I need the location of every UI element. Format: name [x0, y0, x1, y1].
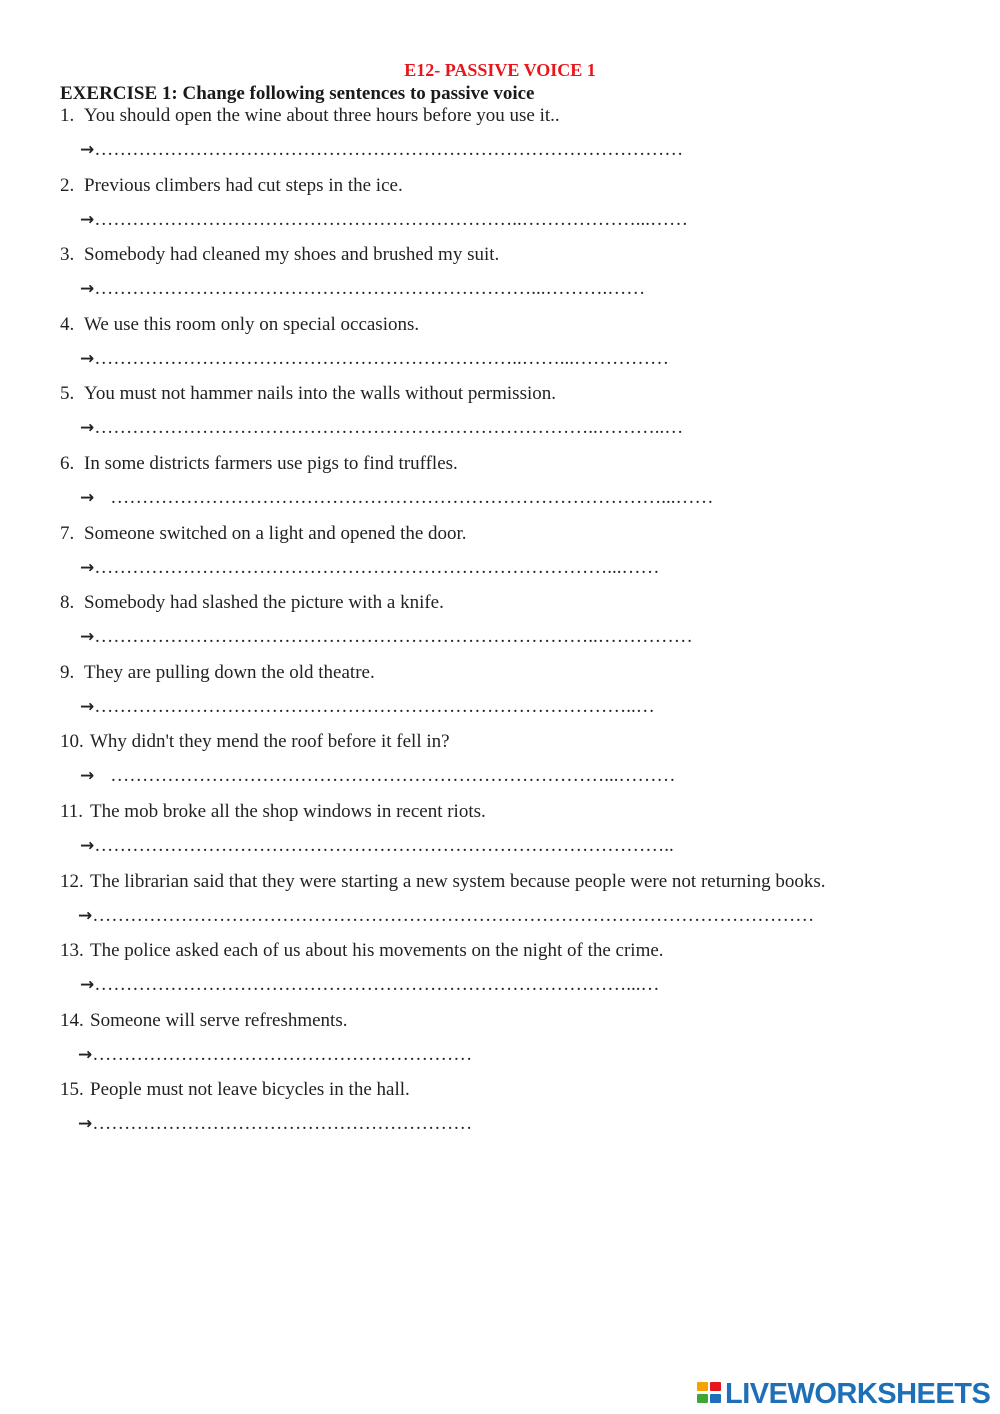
question-sentence [60, 730, 450, 754]
question-sentence [60, 243, 499, 267]
question-number: 8. [60, 592, 75, 614]
answer-blank[interactable]: …………………………………………………………………………...… [94, 974, 660, 996]
question-item [60, 104, 960, 174]
answer-blank[interactable]: …………………………………………………… [92, 1113, 473, 1135]
question-sentence [60, 1009, 347, 1033]
answer-blank[interactable]: …………………………………………………………..……...…………… [94, 347, 669, 369]
question-text: Someone will serve refreshments. [90, 1009, 348, 1031]
question-number: 6. [60, 452, 75, 474]
question-sentence [60, 104, 560, 128]
answer-line[interactable] [80, 277, 645, 301]
question-item [60, 800, 960, 870]
question-sentence [60, 1078, 410, 1102]
answer-line[interactable] [80, 973, 660, 997]
question-sentence [60, 591, 444, 615]
answer-blank[interactable]: ………………………………………………………………………………… [94, 139, 684, 160]
question-number: 10. [60, 731, 84, 753]
question-item [60, 1078, 960, 1148]
arrow-right-icon: → [80, 766, 95, 787]
question-sentence [60, 382, 556, 406]
question-text: People must not leave bicycles in the hall. [90, 1079, 410, 1101]
answer-line[interactable] [80, 556, 660, 580]
question-text: In some districts farmers use pigs to find truffles. [84, 452, 458, 474]
question-item [60, 313, 960, 383]
question-item [60, 591, 960, 661]
question-item [60, 382, 960, 452]
question-list [60, 104, 960, 1148]
liveworksheets-logo [697, 1374, 990, 1414]
question-text: They are pulling down the old theatre. [84, 661, 375, 683]
arrow-right-icon: → [80, 835, 95, 856]
arrow-right-icon: → [80, 348, 95, 369]
question-text: Somebody had cleaned my shoes and brushed my suit. [84, 244, 500, 266]
arrow-right-icon: → [80, 975, 95, 996]
answer-line[interactable] [80, 347, 669, 371]
question-text: You must not hammer nails into the walls without permission. [84, 383, 557, 405]
answer-blank[interactable]: ……………………………………………………………………………….. [94, 834, 674, 856]
answer-blank[interactable]: …………………………………………………………………………..… [94, 695, 655, 717]
answer-line[interactable] [80, 486, 714, 510]
worksheet-title: E12- PASSIVE VOICE 1 [404, 60, 596, 80]
answer-line[interactable] [80, 625, 693, 649]
question-item [60, 174, 960, 244]
arrow-right-icon: → [80, 140, 95, 160]
question-number: 13. [60, 940, 84, 962]
question-number: 1. [60, 105, 75, 126]
question-sentence [60, 800, 486, 824]
exercise-heading: EXERCISE 1: Change following sentences to passive voice [60, 83, 535, 104]
question-number: 11. [60, 800, 84, 822]
question-number: 9. [60, 661, 75, 683]
question-sentence [60, 174, 403, 198]
question-number: 4. [60, 313, 75, 335]
question-sentence [60, 313, 419, 337]
answer-blank[interactable]: ……………………………………………………………………………...…… [110, 486, 714, 508]
arrow-right-icon: → [80, 418, 95, 439]
answer-line[interactable] [78, 904, 814, 928]
question-text: Someone switched on a light and opened the door. [84, 522, 467, 544]
answer-blank[interactable]: ……………………………………………………………...……….…… [94, 278, 646, 300]
question-text: The mob broke all the shop windows in recent riots. [90, 800, 486, 822]
question-text: The police asked each of us about his movements on the night of the crime. [90, 940, 664, 962]
question-text: Previous climbers had cut steps in the ice. [84, 174, 403, 196]
answer-line[interactable] [80, 208, 688, 232]
question-sentence [60, 522, 467, 546]
question-sentence [60, 452, 458, 476]
arrow-right-icon: → [80, 557, 95, 578]
arrow-right-icon: → [78, 1044, 93, 1065]
question-item [60, 939, 960, 1009]
answer-line[interactable] [80, 834, 674, 858]
arrow-right-icon: → [80, 279, 95, 300]
question-number: 14. [60, 1009, 84, 1031]
question-item [60, 452, 960, 522]
question-text: The librarian said that they were starting a new system because people were not returning books. [90, 870, 826, 892]
answer-blank[interactable]: ……………………………………………………………………..………..… [94, 417, 684, 439]
answer-line[interactable] [78, 1112, 472, 1136]
question-sentence [60, 939, 664, 963]
question-number: 15. [60, 1079, 84, 1101]
answer-line[interactable] [80, 764, 676, 788]
answer-blank[interactable]: …………………………………………………… [92, 1043, 473, 1065]
answer-blank[interactable]: ……………………………………………………………………..…………… [94, 626, 693, 648]
answer-line[interactable] [80, 695, 655, 719]
question-item [60, 1009, 960, 1079]
question-sentence [60, 661, 375, 685]
answer-line[interactable] [80, 416, 683, 440]
question-item [60, 522, 960, 592]
question-sentence [60, 870, 825, 894]
question-number: 3. [60, 244, 75, 266]
logo-text: LIVEWORKSHEETS [725, 1377, 991, 1410]
arrow-right-icon: → [80, 209, 95, 230]
logo-blocks-icon [697, 1379, 723, 1409]
answer-blank[interactable]: …………………………………………………………..………………...…… [94, 208, 688, 230]
answer-blank[interactable]: ……………………………………………………………………...……… [110, 765, 676, 787]
arrow-right-icon: → [78, 1114, 93, 1135]
arrow-right-icon: → [78, 905, 93, 926]
arrow-right-icon: → [80, 696, 95, 717]
answer-line[interactable] [80, 138, 683, 162]
question-number: 5. [60, 383, 75, 405]
question-item [60, 870, 960, 940]
question-number: 12. [60, 870, 84, 892]
question-item [60, 730, 960, 800]
answer-line[interactable] [78, 1043, 472, 1067]
question-number: 2. [60, 174, 75, 196]
arrow-right-icon: → [80, 487, 95, 508]
answer-blank[interactable]: …………………………………………………………………………………………………… [92, 904, 815, 926]
question-text: Why didn't they mend the roof before it fell in? [90, 731, 450, 753]
question-text: You should open the wine about three hours before you use it.. [84, 105, 560, 126]
question-item [60, 661, 960, 731]
question-number: 7. [60, 522, 75, 544]
question-item [60, 243, 960, 313]
arrow-right-icon: → [80, 627, 95, 648]
question-text: Somebody had slashed the picture with a knife. [84, 592, 444, 614]
answer-blank[interactable]: ………………………………………………………………………...…… [94, 556, 660, 578]
question-text: We use this room only on special occasions. [84, 313, 420, 335]
